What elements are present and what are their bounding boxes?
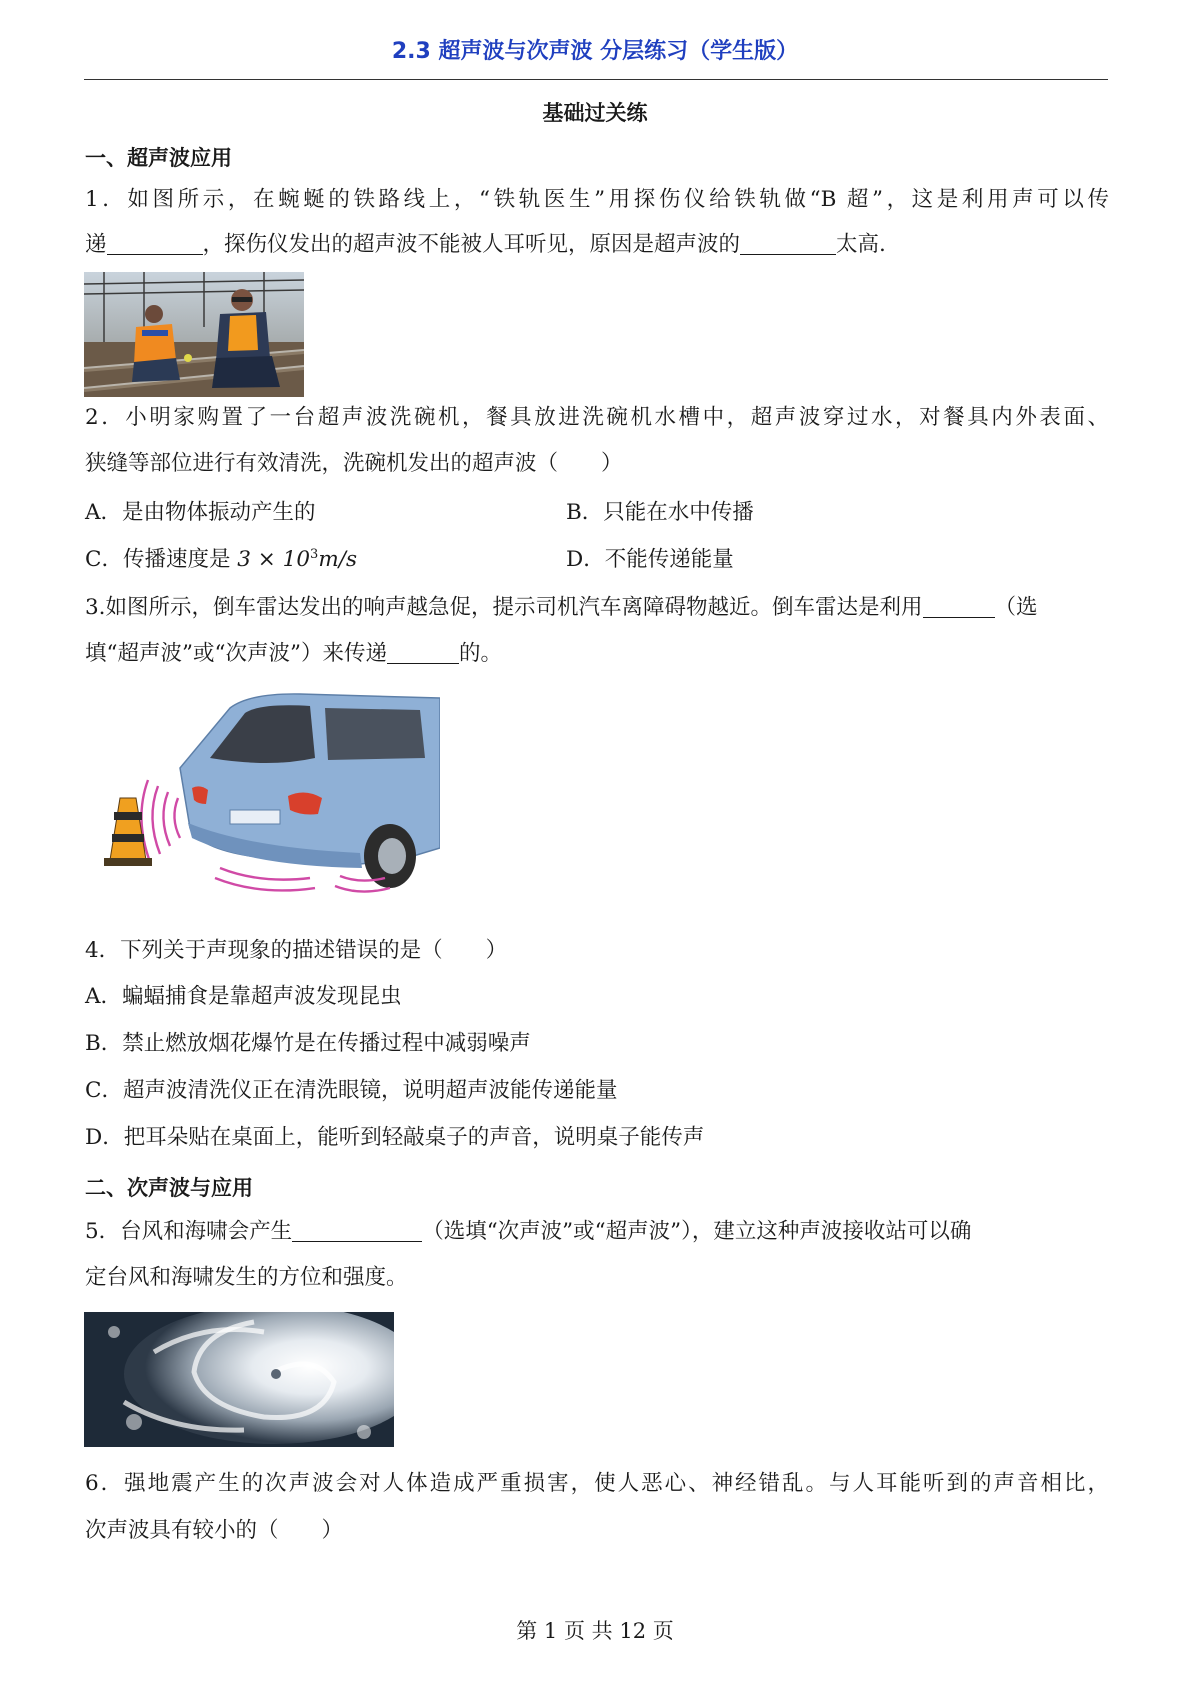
q3-line2 <box>85 641 1109 667</box>
q1-text-b: ，探伤仪发出的超声波不能被人耳听见，原因是超声波的 <box>202 232 741 257</box>
q2-option-d[interactable]: D．不能传递能量 <box>566 547 734 572</box>
q1-text-a: 递 <box>85 232 107 257</box>
railway-workers-photo <box>84 272 304 397</box>
q1-blank-1[interactable] <box>107 232 203 255</box>
q2-option-c-unit: m/s <box>318 547 357 573</box>
document-title: 2.3 超声波与次声波 分层练习（学生版） <box>391 39 799 64</box>
page-total: 12 <box>619 1619 647 1643</box>
q1-blank-2[interactable] <box>740 232 836 255</box>
section-title-infrasound: 二、次声波与应用 <box>85 1176 253 1200</box>
q4-stem: 4．下列关于声现象的描述错误的是（ ） <box>85 938 508 963</box>
section-title-ultrasound: 一、超声波应用 <box>85 146 232 170</box>
q3-text-b: （选 <box>994 595 1038 620</box>
page-mid: 页 共 <box>563 1619 613 1643</box>
q3-blank-2[interactable] <box>387 641 459 664</box>
q6-line1: 6．强地震产生的次声波会对人体造成严重损害，使人恶心、神经错乱。与人耳能听到的声音相比， <box>85 1471 1109 1496</box>
page-number: 1 <box>543 1619 558 1643</box>
typhoon-satellite-image <box>84 1312 394 1447</box>
q2-option-c-base: 3 × 10 <box>237 547 311 573</box>
page-footer <box>0 1615 1190 1645</box>
q3-text-d: 的。 <box>458 641 502 666</box>
q5-text-b: （选填“次声波”或“超声波”），建立这种声波接收站可以确 <box>422 1219 972 1244</box>
header-divider <box>84 79 1108 80</box>
q1-text-c: 太高. <box>836 232 886 257</box>
section-subtitle: 基础过关练 <box>542 101 648 125</box>
q1-line1: 1．如图所示，在蜿蜒的铁路线上，“铁轨医生”用探伤仪给铁轨做“B 超”，这是利用声可以传 <box>85 187 1109 212</box>
q2-option-c-exp: 3 <box>310 547 319 562</box>
q6-line2: 次声波具有较小的（ ） <box>85 1518 344 1543</box>
page-prefix: 第 <box>516 1619 538 1643</box>
q5-line1 <box>85 1219 1109 1245</box>
q2-option-c[interactable] <box>85 547 357 573</box>
q1-line2 <box>85 232 1109 258</box>
q4-option-c[interactable]: C．超声波清洗仪正在清洗眼镜，说明超声波能传递能量 <box>85 1078 618 1103</box>
q5-text-a: 5．台风和海啸会产生 <box>85 1219 293 1244</box>
q3-line1 <box>85 595 1109 621</box>
q4-option-b[interactable]: B．禁止燃放烟花爆竹是在传播过程中减弱噪声 <box>85 1031 531 1056</box>
car-reversing-radar-illustration <box>100 688 440 903</box>
q3-blank-1[interactable] <box>923 595 995 618</box>
q2-option-a[interactable]: A．是由物体振动产生的 <box>85 500 316 525</box>
q3-text-c: 填“超声波”或“次声波”）来传递 <box>85 641 387 666</box>
q5-line2: 定台风和海啸发生的方位和强度。 <box>85 1265 408 1290</box>
q2-option-c-prefix: C．传播速度是 <box>85 547 231 573</box>
q4-option-a[interactable]: A．蝙蝠捕食是靠超声波发现昆虫 <box>85 984 402 1009</box>
q2-option-b[interactable]: B．只能在水中传播 <box>566 500 754 525</box>
q3-text-a: 3.如图所示，倒车雷达发出的响声越急促，提示司机汽车离障碍物越近。倒车雷达是利用 <box>85 595 923 620</box>
q2-line2: 狭缝等部位进行有效清洗，洗碗机发出的超声波（ ） <box>85 451 623 476</box>
q2-line1: 2．小明家购置了一台超声波洗碗机，餐具放进洗碗机水槽中，超声波穿过水，对餐具内外表面、 <box>85 405 1109 430</box>
page-suffix: 页 <box>652 1619 674 1643</box>
q5-blank-1[interactable] <box>292 1219 422 1242</box>
q4-option-d[interactable]: D．把耳朵贴在桌面上，能听到轻敲桌子的声音，说明桌子能传声 <box>85 1125 705 1150</box>
